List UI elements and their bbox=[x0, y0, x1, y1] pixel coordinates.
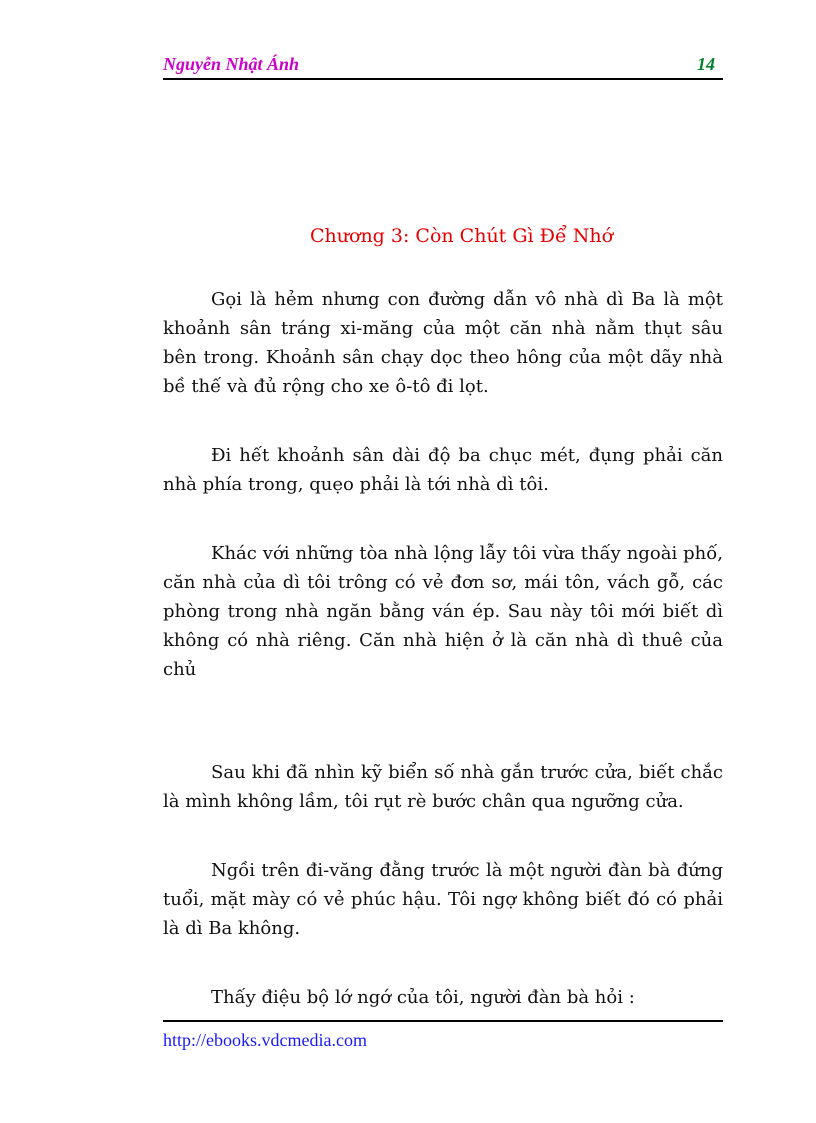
paragraph: Ngồi trên đi-văng đằng trước là một người đàn bà đứng tuổi, mặt mày có vẻ phúc hậu. Tôi ngợ không biết đó có phải là dì Ba không. bbox=[163, 860, 723, 939]
paragraph: Gọi là hẻm nhưng con đường dẫn vô nhà dì Ba là một khoảnh sân tráng xi-măng của một căn nhà nằm thụt sâu bên trong. Khoảnh sân chạy dọc theo hông của một dãy nhà bề thế và đủ rộng cho xe ô-tô đi lọt. bbox=[163, 289, 723, 397]
footer-website-link[interactable]: http://ebooks.vdcmedia.com bbox=[163, 1030, 367, 1050]
chapter-title: Chương 3: Còn Chút Gì Để Nhớ bbox=[310, 225, 614, 247]
author-name: Nguyễn Nhật Ánh bbox=[163, 54, 300, 74]
paragraph: Sau khi đã nhìn kỹ biển số nhà gắn trước cửa, biết chắc là mình không lầm, tôi rụt rè bước chân qua ngưỡng cửa. bbox=[163, 762, 723, 812]
page-header bbox=[163, 54, 723, 80]
paragraph: Đi hết khoảnh sân dài độ ba chục mét, đụng phải căn nhà phía trong, quẹo phải là tới nhà dì tôi. bbox=[163, 445, 723, 495]
paragraph: Thấy điệu bộ lớ ngớ của tôi, người đàn bà hỏi : bbox=[211, 987, 635, 1008]
footer-divider bbox=[163, 1020, 723, 1022]
page-number: 14 bbox=[697, 54, 715, 74]
paragraph: Khác với những tòa nhà lộng lẫy tôi vừa thấy ngoài phố, căn nhà của dì tôi trông có vẻ đơn sơ, mái tôn, vách gỗ, các phòng trong nhà ngăn bằng ván ép. Sau này tôi mới biết dì không có nhà riêng. Căn nhà hiện ở là căn nhà dì thuê của chủ bbox=[163, 543, 723, 680]
body-text bbox=[163, 285, 723, 1012]
